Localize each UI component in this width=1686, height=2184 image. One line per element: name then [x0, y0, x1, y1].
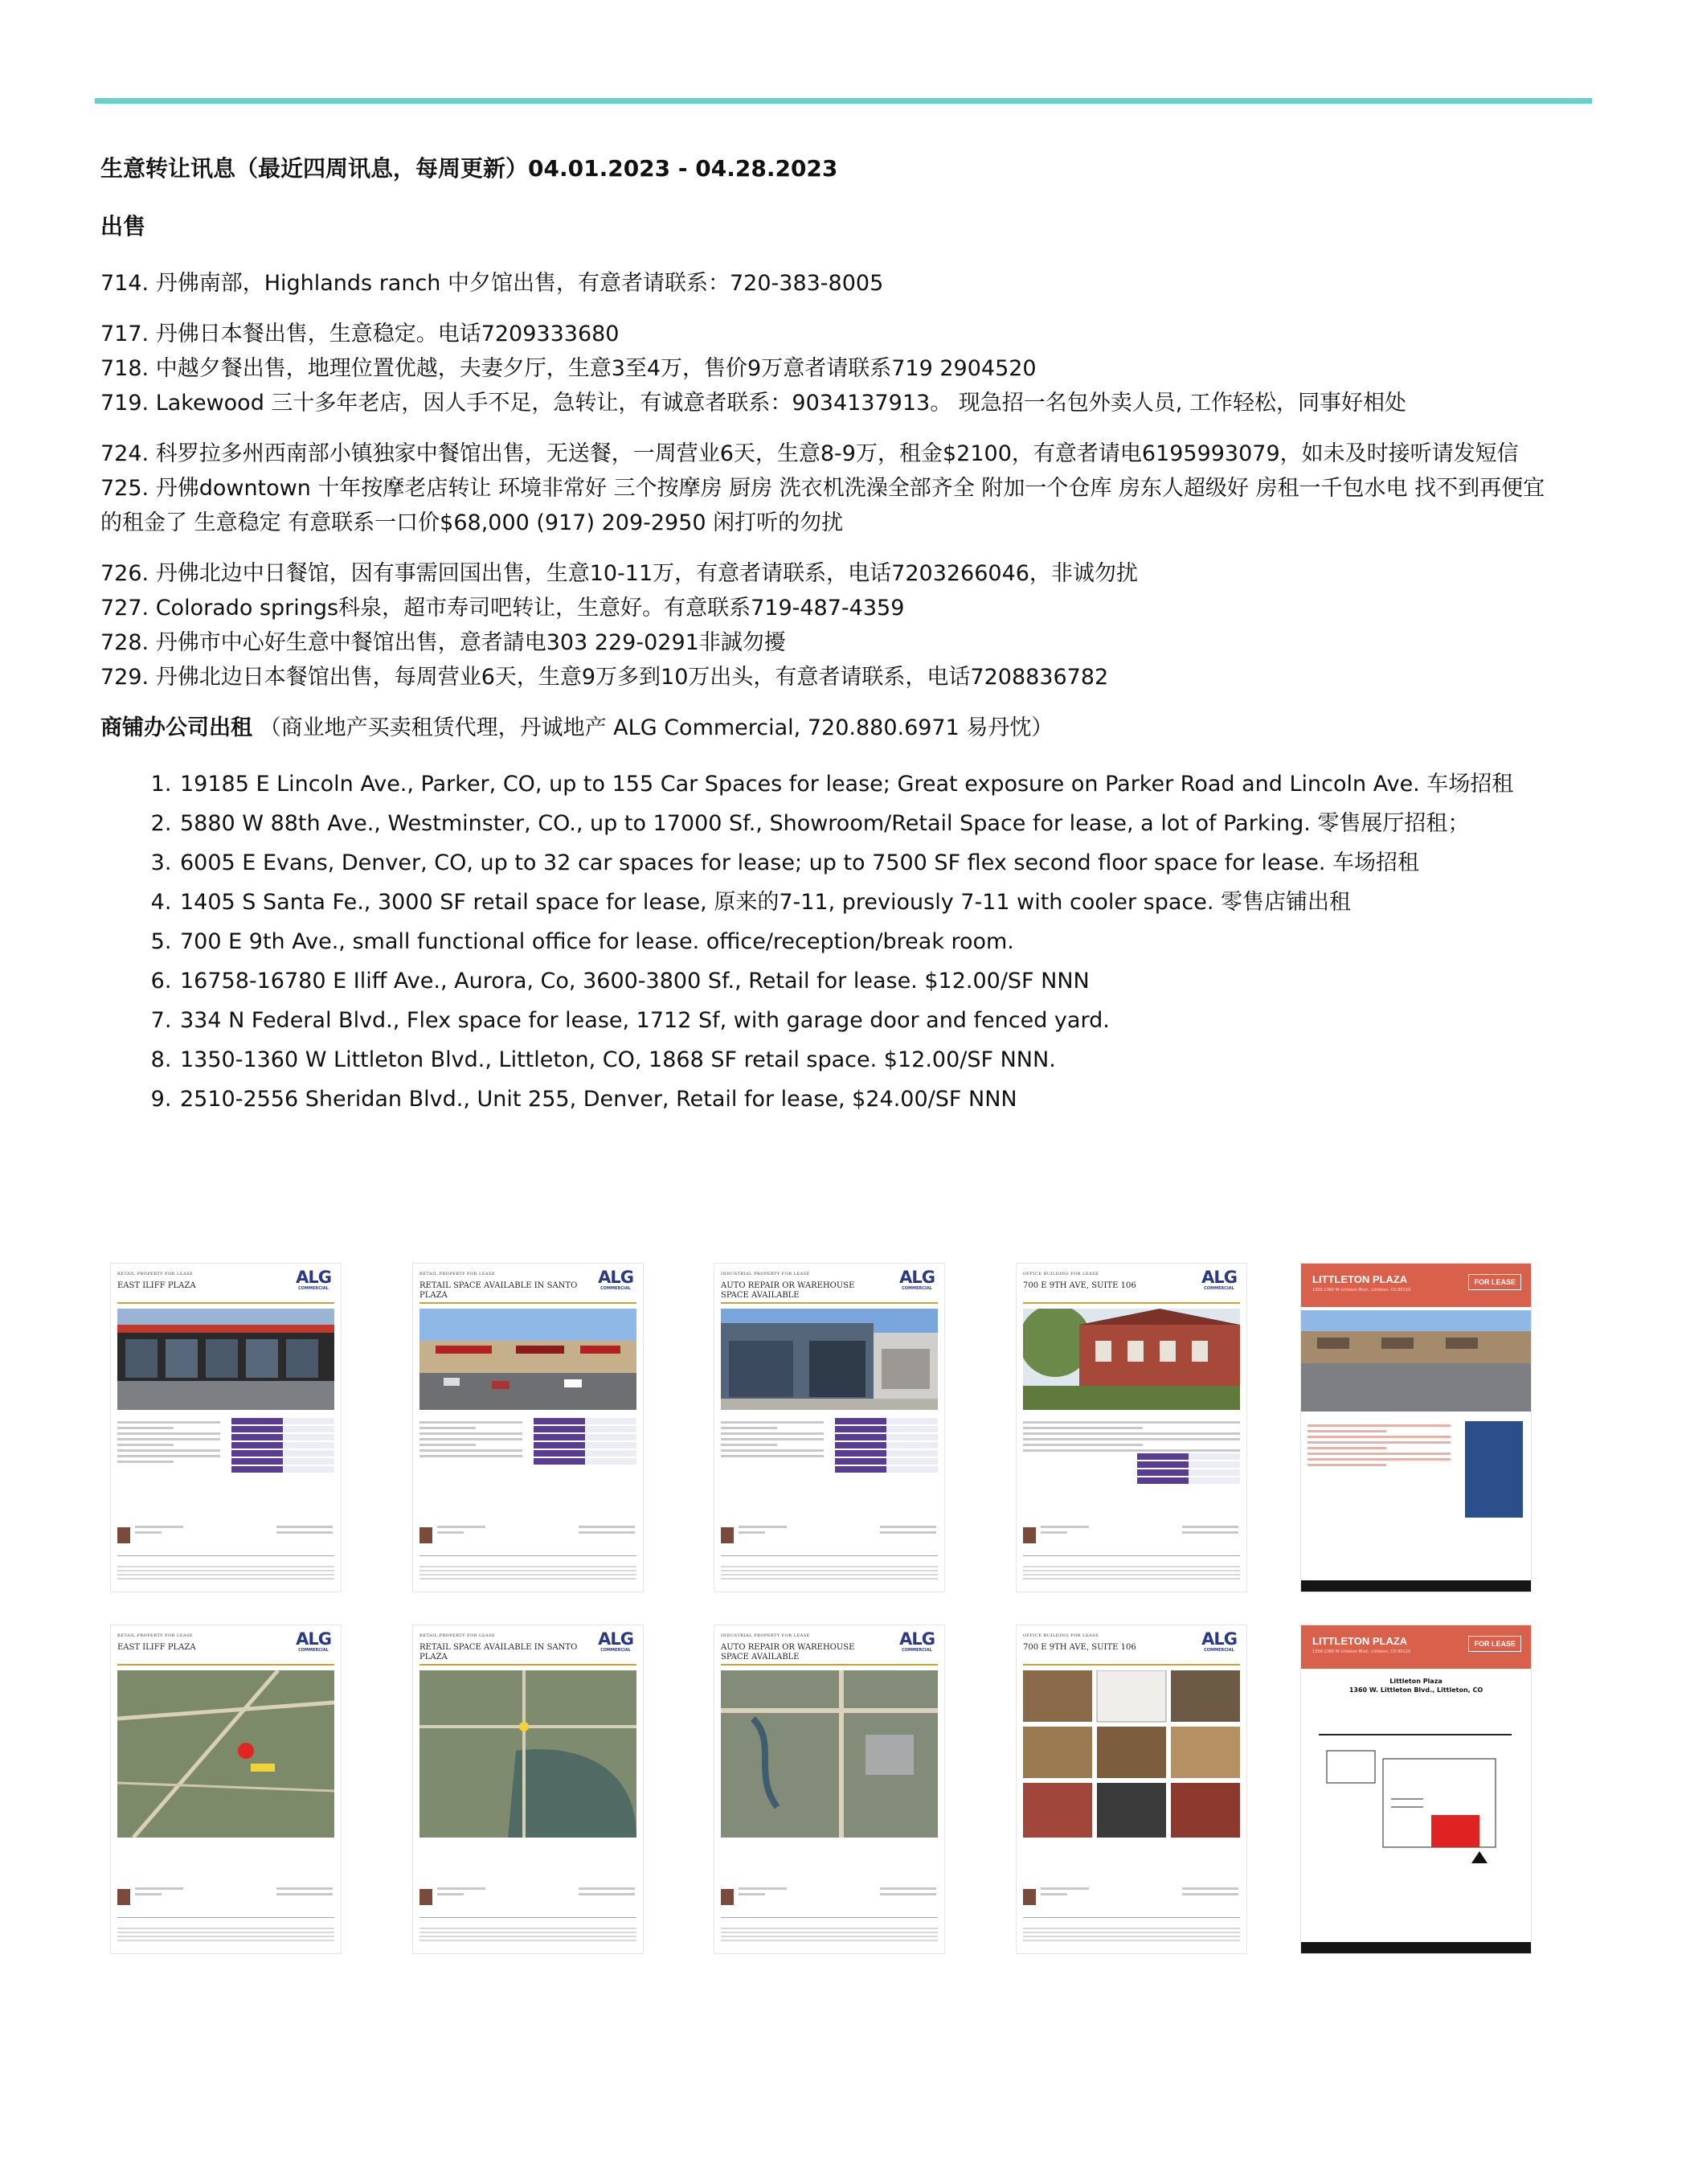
interior-photo-grid: [1023, 1670, 1240, 1838]
lease-item: 3. 6005 E Evans, Denver, CO, up to 32 car spaces for lease; up to 7500 SF flex second floor space for lease. 车场招租: [178, 843, 1563, 883]
disclaimer-text: [1023, 1925, 1240, 1944]
listing-content: [100, 151, 1563, 1119]
sale-group: [100, 556, 1563, 695]
agent-photo: [721, 1527, 734, 1543]
for-lease-badge: FOR LEASE: [1468, 1636, 1521, 1652]
parking-lot-photo: [1301, 1310, 1531, 1412]
office-building-photo: [1023, 1309, 1240, 1410]
flyer-kicker: OFFICE BUILDING FOR LEASE: [1023, 1633, 1099, 1638]
section-heading-sale: 出售: [100, 213, 146, 240]
sale-listing: 719. Lakewood 三十多年老店，因人手不足，急转让，有诚意者联系：9034137913。 现急招一名包外卖人员, 工作轻松，同事好相处: [100, 391, 1406, 416]
site-plan: [1311, 1703, 1521, 1903]
sale-group: [100, 266, 1563, 301]
lease-item: 2. 5880 W 88th Ave., Westminster, CO., up to 17000 Sf., Showroom/Retail Space for lease, a lot of Parking. 零售展厅招租；: [178, 804, 1563, 843]
warehouse-photo: [721, 1309, 938, 1410]
top-accent-rule: [95, 98, 1592, 104]
flyer-address: 1350-1360 W Littleton Blvd., Littleton, CO 80120: [1312, 1288, 1411, 1293]
flyer-map-auto-repair[interactable]: [714, 1625, 944, 1953]
sale-listing: 726. 丹佛北边中日餐馆，因有事需回国出售，生意10-11万，有意者请联系，电话7203266046，非诚勿扰: [100, 561, 1138, 586]
flyer-body-text: [419, 1418, 522, 1461]
offering-table: [231, 1418, 334, 1474]
lease-item: 1. 19185 E Lincoln Ave., Parker, CO, up to 155 Car Spaces for lease; Great exposure on Parker Road and Lincoln Ave. 车场招租: [178, 764, 1563, 804]
agent-photo: [117, 1527, 130, 1543]
flyer-map-santo-plaza[interactable]: [413, 1625, 643, 1953]
alg-logo: ALG COMMERCIAL: [899, 1629, 935, 1653]
alg-logo: ALG COMMERCIAL: [899, 1268, 935, 1291]
alg-logo: ALG COMMERCIAL: [598, 1268, 633, 1291]
flyer-kicker: RETAIL PROPERTY FOR LEASE: [117, 1272, 194, 1276]
flyer-body-text: [1023, 1418, 1240, 1455]
flyer-map-east-iliff[interactable]: [111, 1625, 341, 1953]
disclaimer-text: [117, 1563, 334, 1582]
disclaimer-text: [1023, 1563, 1240, 1582]
section-heading-lease: [100, 711, 1563, 745]
flyer-photos-office-9th[interactable]: [1017, 1625, 1246, 1953]
sale-listing: 724. 科罗拉多州西南部小镇独家中餐馆出售，无送餐，一周营业6天，生意8-9万，租金$2100，有意者请电6195993079，如未及时接听请发短信: [100, 441, 1519, 466]
flyer-card-east-iliff[interactable]: [111, 1264, 341, 1592]
flyer-address: 1350-1360 W Littleton Blvd., Littleton, CO 80120: [1312, 1649, 1411, 1654]
lease-item: 8. 1350-1360 W Littleton Blvd., Littleton, CO, 1868 SF retail space. $12.00/SF NNN.: [178, 1040, 1563, 1080]
agent-photo: [117, 1889, 130, 1905]
flyer-title: EAST ILIFF PLAZA: [117, 1281, 196, 1290]
page-title: 生意转让讯息（最近四周讯息，每周更新）04.01.2023 - 04.28.2023: [100, 155, 838, 182]
flyer-floorplan-littleton[interactable]: [1301, 1625, 1531, 1953]
flyer-title: AUTO REPAIR OR WAREHOUSE SPACE AVAILABLE: [721, 1643, 855, 1662]
flyer-title: 700 E 9TH AVE, SUITE 106: [1023, 1643, 1136, 1652]
flyer-kicker: RETAIL PROPERTY FOR LEASE: [117, 1633, 194, 1638]
for-lease-badge: FOR LEASE: [1468, 1274, 1521, 1290]
sale-group: [100, 317, 1563, 420]
storefront-photo: [117, 1309, 334, 1410]
sale-group: [100, 436, 1563, 540]
lease-item: 7. 334 N Federal Blvd., Flex space for lease, 1712 Sf, with garage door and fenced yard.: [178, 1001, 1563, 1040]
lease-list: [100, 764, 1563, 1119]
flyer-title: RETAIL SPACE AVAILABLE IN SANTO PLAZA: [419, 1281, 578, 1300]
aerial-map: [419, 1670, 636, 1838]
flyer-card-office-9th[interactable]: [1017, 1264, 1246, 1592]
flyer-kicker: RETAIL PROPERTY FOR LEASE: [419, 1272, 496, 1276]
sale-listing: 717. 丹佛日本餐出售，生意稳定。电话7209333680: [100, 322, 620, 346]
lease-item: 4. 1405 S Santa Fe., 3000 SF retail space for lease, 原来的7-11, previously 7-11 with cooler space. 零售店铺出租: [178, 883, 1563, 922]
disclaimer-text: [721, 1563, 938, 1582]
sign-photo: [1465, 1421, 1523, 1518]
offering-table: [835, 1418, 938, 1474]
flyer-title: RETAIL SPACE AVAILABLE IN SANTO PLAZA: [419, 1643, 578, 1662]
flyer-kicker: RETAIL PROPERTY FOR LEASE: [419, 1633, 496, 1638]
offering-table: [1137, 1453, 1240, 1485]
sale-listing: 725. 丹佛downtown 十年按摩老店转让 环境非常好 三个按摩房 厨房 洗衣机洗澡全部齐全 附加一个仓库 房东人超级好 房租一千包水电 找不到再便宜的租金了 生意稳定 有意联系一口价$68,000 (917) 209-2950 闲打听的勿扰: [100, 476, 1545, 535]
sale-listing: 714. 丹佛南部，Highlands ranch 中夕馆出售，有意者请联系：720-383-8005: [100, 271, 884, 296]
flyer-title: 700 E 9TH AVE, SUITE 106: [1023, 1281, 1136, 1290]
agent-photo: [1023, 1527, 1036, 1543]
agent-photo: [419, 1889, 432, 1905]
flyer-kicker: OFFICE BUILDING FOR LEASE: [1023, 1272, 1099, 1276]
alg-logo: ALG COMMERCIAL: [1201, 1268, 1237, 1291]
lease-agent-note: （商业地产买卖租赁代理，丹诚地产 ALG Commercial, 720.880.6971 易丹忱）: [259, 715, 1054, 740]
offering-table: [534, 1418, 636, 1466]
aerial-map: [721, 1670, 938, 1838]
flyer-body-text: [1307, 1421, 1451, 1469]
flyer-title: LITTLETON PLAZA: [1312, 1635, 1408, 1647]
sale-listing: 718. 中越夕餐出售，地理位置优越，夫妻夕厅，生意3至4万，售价9万意者请联系719 2904520: [100, 356, 1037, 381]
lease-item: 5. 700 E 9th Ave., small functional office for lease. office/reception/break room.: [178, 922, 1563, 961]
floorplan-title: Littleton Plaza 1360 W. Littleton Blvd., Littleton, CO: [1348, 1678, 1483, 1694]
disclaimer-text: [117, 1925, 334, 1944]
plaza-photo: [419, 1309, 636, 1410]
lease-item: 9. 2510-2556 Sheridan Blvd., Unit 255, Denver, Retail for lease, $24.00/SF NNN: [178, 1080, 1563, 1119]
flyer-body-text: [117, 1418, 220, 1466]
lease-heading: 商铺办公司出租: [100, 715, 252, 740]
aerial-map: [117, 1670, 334, 1838]
flyer-title: LITTLETON PLAZA: [1312, 1273, 1408, 1285]
agent-photo: [419, 1527, 432, 1543]
disclaimer-text: [721, 1925, 938, 1944]
disclaimer-text: [419, 1563, 636, 1582]
alg-logo: ALG COMMERCIAL: [296, 1268, 331, 1291]
sale-listing: 728. 丹佛市中心好生意中餐馆出售，意者請电303 229-0291非誠勿擾: [100, 630, 786, 655]
disclaimer-text: [419, 1925, 636, 1944]
flyer-card-auto-repair[interactable]: [714, 1264, 944, 1592]
flyer-card-littleton-plaza[interactable]: [1301, 1264, 1531, 1592]
alg-logo: ALG COMMERCIAL: [1201, 1629, 1237, 1653]
agent-photo: [721, 1889, 734, 1905]
alg-logo: ALG COMMERCIAL: [598, 1629, 633, 1653]
alg-logo: ALG COMMERCIAL: [296, 1629, 331, 1653]
agent-photo: [1023, 1889, 1036, 1905]
flyer-kicker: INDUSTRIAL PROPERTY FOR LEASE: [721, 1272, 810, 1276]
sale-listing: 729. 丹佛北边日本餐馆出售，每周营业6天，生意9万多到10万出头，有意者请联系，电话7208836782: [100, 665, 1109, 690]
sale-listing: 727. Colorado springs科泉，超市寿司吧转让，生意好。有意联系719-487-4359: [100, 596, 905, 621]
flyer-title: EAST ILIFF PLAZA: [117, 1643, 196, 1652]
flyer-title: AUTO REPAIR OR WAREHOUSE SPACE AVAILABLE: [721, 1281, 855, 1300]
flyer-card-santo-plaza[interactable]: [413, 1264, 643, 1592]
flyer-kicker: INDUSTRIAL PROPERTY FOR LEASE: [721, 1633, 810, 1638]
lease-item: 6. 16758-16780 E Iliff Ave., Aurora, Co, 3600-3800 Sf., Retail for lease. $12.00/SF NNN: [178, 961, 1563, 1001]
flyer-body-text: [721, 1418, 824, 1461]
